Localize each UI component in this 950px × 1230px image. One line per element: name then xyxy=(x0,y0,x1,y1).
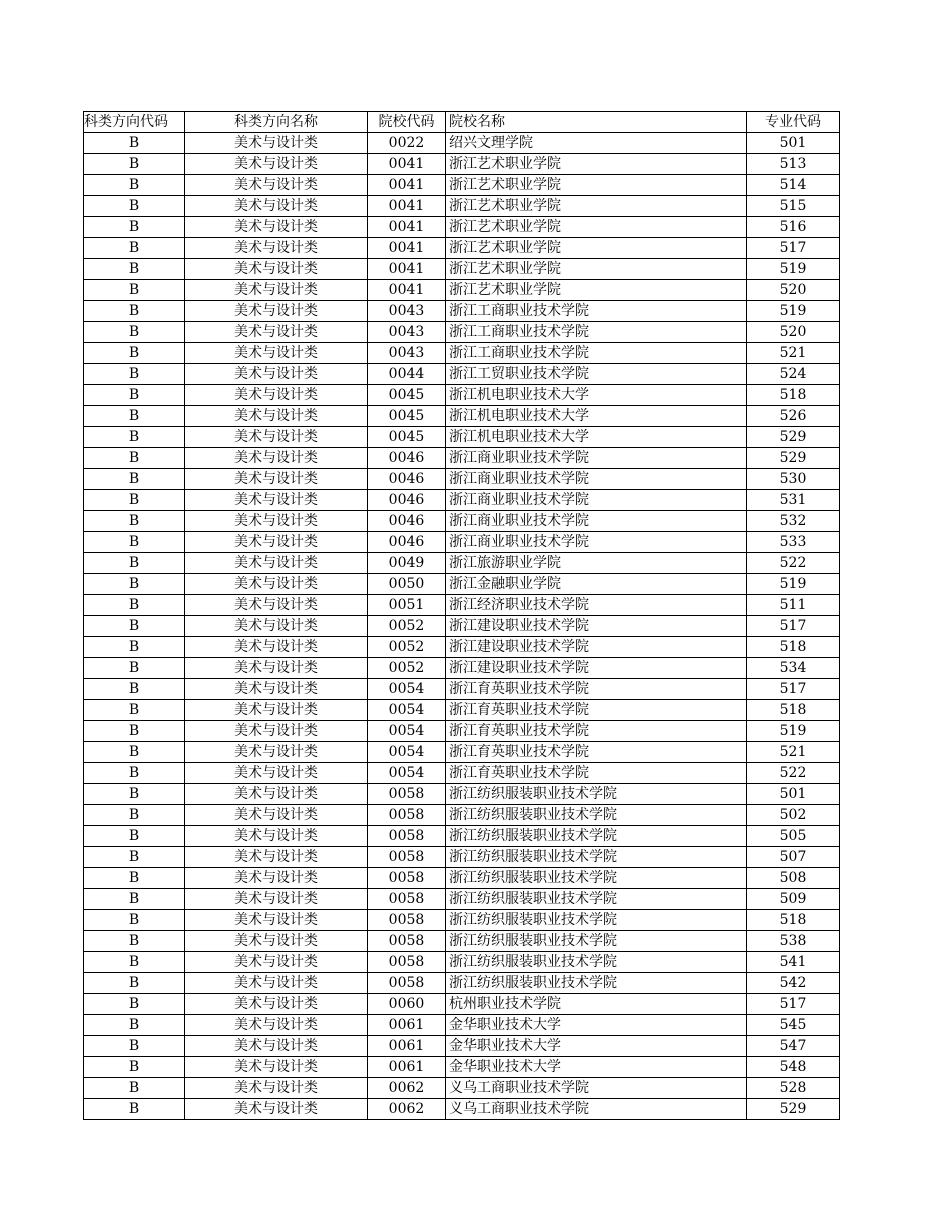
table-row xyxy=(84,721,840,742)
category-name-cell: 美术与设计类 xyxy=(185,868,368,889)
major-code-cell: 528 xyxy=(747,1078,840,1099)
category-name-cell: 美术与设计类 xyxy=(185,343,368,364)
category-name-cell: 美术与设计类 xyxy=(185,196,368,217)
table-row xyxy=(84,658,840,679)
school-name-cell: 浙江育英职业技术学院 xyxy=(446,742,747,763)
table-row xyxy=(84,574,840,595)
category-name-cell: 美术与设计类 xyxy=(185,1057,368,1078)
school-code-cell: 0061 xyxy=(368,1036,446,1057)
major-code-cell: 529 xyxy=(747,448,840,469)
school-code-cell: 0058 xyxy=(368,847,446,868)
school-name-cell: 浙江工商职业技术学院 xyxy=(446,343,747,364)
major-code-cell: 505 xyxy=(747,826,840,847)
category-name-cell: 美术与设计类 xyxy=(185,679,368,700)
school-name-cell: 浙江建设职业技术学院 xyxy=(446,658,747,679)
school-code-cell: 0060 xyxy=(368,994,446,1015)
category-name-cell: 美术与设计类 xyxy=(185,994,368,1015)
school-code-cell: 0051 xyxy=(368,595,446,616)
school-name-cell: 浙江商业职业技术学院 xyxy=(446,490,747,511)
category-name-cell: 美术与设计类 xyxy=(185,637,368,658)
school-code-cell: 0043 xyxy=(368,343,446,364)
category-code-cell: B xyxy=(84,574,185,595)
school-code-cell: 0041 xyxy=(368,196,446,217)
school-code-cell: 0046 xyxy=(368,532,446,553)
col-header-category-name: 科类方向名称 xyxy=(185,112,368,133)
category-name-cell: 美术与设计类 xyxy=(185,973,368,994)
major-code-cell: 521 xyxy=(747,742,840,763)
major-code-cell: 548 xyxy=(747,1057,840,1078)
table-row xyxy=(84,679,840,700)
school-code-cell: 0045 xyxy=(368,427,446,448)
school-name-cell: 浙江纺织服装职业技术学院 xyxy=(446,889,747,910)
table-row xyxy=(84,805,840,826)
major-code-cell: 518 xyxy=(747,910,840,931)
major-code-cell: 518 xyxy=(747,637,840,658)
category-code-cell: B xyxy=(84,259,185,280)
major-code-cell: 519 xyxy=(747,301,840,322)
table-row xyxy=(84,238,840,259)
major-code-cell: 538 xyxy=(747,931,840,952)
school-name-cell: 义乌工商职业技术学院 xyxy=(446,1099,747,1120)
school-name-cell: 浙江工商职业技术学院 xyxy=(446,322,747,343)
category-name-cell: 美术与设计类 xyxy=(185,784,368,805)
col-header-major-code: 专业代码 xyxy=(747,112,840,133)
table-row xyxy=(84,742,840,763)
table-row xyxy=(84,973,840,994)
school-name-cell: 浙江艺术职业学院 xyxy=(446,175,747,196)
major-code-cell: 533 xyxy=(747,532,840,553)
table-row xyxy=(84,196,840,217)
table-row xyxy=(84,448,840,469)
category-name-cell: 美术与设计类 xyxy=(185,364,368,385)
col-header-school-code: 院校代码 xyxy=(368,112,446,133)
category-name-cell: 美术与设计类 xyxy=(185,532,368,553)
table-row xyxy=(84,511,840,532)
category-name-cell: 美术与设计类 xyxy=(185,805,368,826)
school-name-cell: 金华职业技术大学 xyxy=(446,1015,747,1036)
table-row xyxy=(84,532,840,553)
school-name-cell: 浙江纺织服装职业技术学院 xyxy=(446,784,747,805)
major-code-cell: 545 xyxy=(747,1015,840,1036)
school-name-cell: 浙江艺术职业学院 xyxy=(446,217,747,238)
category-code-cell: B xyxy=(84,931,185,952)
category-name-cell: 美术与设计类 xyxy=(185,280,368,301)
major-code-cell: 507 xyxy=(747,847,840,868)
category-name-cell: 美术与设计类 xyxy=(185,658,368,679)
category-code-cell: B xyxy=(84,994,185,1015)
category-name-cell: 美术与设计类 xyxy=(185,616,368,637)
school-code-cell: 0054 xyxy=(368,763,446,784)
table-row xyxy=(84,175,840,196)
major-code-cell: 513 xyxy=(747,154,840,175)
table-row xyxy=(84,133,840,154)
table-row xyxy=(84,427,840,448)
major-code-cell: 501 xyxy=(747,133,840,154)
major-code-cell: 547 xyxy=(747,1036,840,1057)
school-name-cell: 金华职业技术大学 xyxy=(446,1057,747,1078)
school-name-cell: 浙江育英职业技术学院 xyxy=(446,763,747,784)
school-code-cell: 0022 xyxy=(368,133,446,154)
school-name-cell: 浙江金融职业学院 xyxy=(446,574,747,595)
school-name-cell: 浙江纺织服装职业技术学院 xyxy=(446,826,747,847)
table-row xyxy=(84,301,840,322)
school-name-cell: 浙江育英职业技术学院 xyxy=(446,679,747,700)
table-row xyxy=(84,1036,840,1057)
school-code-cell: 0058 xyxy=(368,973,446,994)
major-code-cell: 511 xyxy=(747,595,840,616)
header-row xyxy=(84,112,840,133)
category-code-cell: B xyxy=(84,553,185,574)
table-row xyxy=(84,616,840,637)
table-row xyxy=(84,994,840,1015)
major-code-cell: 526 xyxy=(747,406,840,427)
school-name-cell: 浙江艺术职业学院 xyxy=(446,259,747,280)
category-code-cell: B xyxy=(84,364,185,385)
major-code-cell: 516 xyxy=(747,217,840,238)
major-code-cell: 530 xyxy=(747,469,840,490)
category-name-cell: 美术与设计类 xyxy=(185,511,368,532)
table-row xyxy=(84,826,840,847)
category-code-cell: B xyxy=(84,973,185,994)
school-code-cell: 0054 xyxy=(368,742,446,763)
table-row xyxy=(84,847,840,868)
category-code-cell: B xyxy=(84,343,185,364)
school-name-cell: 浙江纺织服装职业技术学院 xyxy=(446,973,747,994)
school-name-cell: 浙江纺织服装职业技术学院 xyxy=(446,868,747,889)
table-row xyxy=(84,889,840,910)
school-name-cell: 绍兴文理学院 xyxy=(446,133,747,154)
major-code-cell: 521 xyxy=(747,343,840,364)
category-code-cell: B xyxy=(84,322,185,343)
major-code-cell: 502 xyxy=(747,805,840,826)
school-code-cell: 0052 xyxy=(368,616,446,637)
major-code-cell: 517 xyxy=(747,679,840,700)
table-row xyxy=(84,259,840,280)
school-code-cell: 0054 xyxy=(368,721,446,742)
category-name-cell: 美术与设计类 xyxy=(185,259,368,280)
school-code-cell: 0041 xyxy=(368,280,446,301)
category-name-cell: 美术与设计类 xyxy=(185,301,368,322)
category-name-cell: 美术与设计类 xyxy=(185,406,368,427)
category-code-cell: B xyxy=(84,868,185,889)
category-name-cell: 美术与设计类 xyxy=(185,1078,368,1099)
category-code-cell: B xyxy=(84,1078,185,1099)
category-code-cell: B xyxy=(84,679,185,700)
school-name-cell: 浙江艺术职业学院 xyxy=(446,196,747,217)
category-name-cell: 美术与设计类 xyxy=(185,469,368,490)
school-code-cell: 0044 xyxy=(368,364,446,385)
category-name-cell: 美术与设计类 xyxy=(185,238,368,259)
school-code-cell: 0041 xyxy=(368,238,446,259)
school-name-cell: 浙江机电职业技术大学 xyxy=(446,427,747,448)
admission-table xyxy=(83,111,840,1120)
category-code-cell: B xyxy=(84,427,185,448)
school-code-cell: 0058 xyxy=(368,952,446,973)
school-code-cell: 0041 xyxy=(368,154,446,175)
school-code-cell: 0052 xyxy=(368,637,446,658)
category-code-cell: B xyxy=(84,847,185,868)
table-row xyxy=(84,490,840,511)
school-name-cell: 杭州职业技术学院 xyxy=(446,994,747,1015)
school-code-cell: 0058 xyxy=(368,868,446,889)
table-row xyxy=(84,700,840,721)
category-code-cell: B xyxy=(84,763,185,784)
category-name-cell: 美术与设计类 xyxy=(185,700,368,721)
table-row xyxy=(84,910,840,931)
major-code-cell: 534 xyxy=(747,658,840,679)
table-row xyxy=(84,763,840,784)
major-code-cell: 501 xyxy=(747,784,840,805)
school-code-cell: 0058 xyxy=(368,931,446,952)
school-code-cell: 0058 xyxy=(368,910,446,931)
school-name-cell: 浙江商业职业技术学院 xyxy=(446,469,747,490)
category-name-cell: 美术与设计类 xyxy=(185,931,368,952)
school-code-cell: 0045 xyxy=(368,385,446,406)
category-code-cell: B xyxy=(84,889,185,910)
category-code-cell: B xyxy=(84,238,185,259)
category-name-cell: 美术与设计类 xyxy=(185,1099,368,1120)
school-name-cell: 浙江建设职业技术学院 xyxy=(446,637,747,658)
category-name-cell: 美术与设计类 xyxy=(185,385,368,406)
category-code-cell: B xyxy=(84,784,185,805)
school-name-cell: 浙江纺织服装职业技术学院 xyxy=(446,805,747,826)
category-code-cell: B xyxy=(84,805,185,826)
table-row xyxy=(84,1015,840,1036)
col-header-category-code: 科类方向代码 xyxy=(84,112,185,133)
col-header-school-name: 院校名称 xyxy=(446,112,747,133)
school-name-cell: 浙江经济职业技术学院 xyxy=(446,595,747,616)
school-name-cell: 浙江纺织服装职业技术学院 xyxy=(446,931,747,952)
school-code-cell: 0058 xyxy=(368,805,446,826)
category-code-cell: B xyxy=(84,1057,185,1078)
school-name-cell: 浙江育英职业技术学院 xyxy=(446,721,747,742)
school-name-cell: 浙江艺术职业学院 xyxy=(446,280,747,301)
category-name-cell: 美术与设计类 xyxy=(185,1015,368,1036)
school-name-cell: 浙江纺织服装职业技术学院 xyxy=(446,910,747,931)
school-code-cell: 0046 xyxy=(368,469,446,490)
category-code-cell: B xyxy=(84,175,185,196)
major-code-cell: 529 xyxy=(747,427,840,448)
school-name-cell: 浙江商业职业技术学院 xyxy=(446,511,747,532)
category-code-cell: B xyxy=(84,721,185,742)
major-code-cell: 519 xyxy=(747,721,840,742)
table-row xyxy=(84,406,840,427)
major-code-cell: 514 xyxy=(747,175,840,196)
school-code-cell: 0043 xyxy=(368,322,446,343)
category-code-cell: B xyxy=(84,154,185,175)
school-name-cell: 浙江纺织服装职业技术学院 xyxy=(446,952,747,973)
school-code-cell: 0049 xyxy=(368,553,446,574)
school-code-cell: 0058 xyxy=(368,889,446,910)
school-code-cell: 0041 xyxy=(368,175,446,196)
category-name-cell: 美术与设计类 xyxy=(185,910,368,931)
school-code-cell: 0043 xyxy=(368,301,446,322)
major-code-cell: 517 xyxy=(747,994,840,1015)
school-code-cell: 0062 xyxy=(368,1099,446,1120)
school-code-cell: 0046 xyxy=(368,511,446,532)
major-code-cell: 524 xyxy=(747,364,840,385)
major-code-cell: 541 xyxy=(747,952,840,973)
school-name-cell: 金华职业技术大学 xyxy=(446,1036,747,1057)
table-row xyxy=(84,553,840,574)
school-name-cell: 浙江纺织服装职业技术学院 xyxy=(446,847,747,868)
category-name-cell: 美术与设计类 xyxy=(185,553,368,574)
table-row xyxy=(84,469,840,490)
school-code-cell: 0058 xyxy=(368,826,446,847)
category-name-cell: 美术与设计类 xyxy=(185,889,368,910)
category-code-cell: B xyxy=(84,532,185,553)
category-name-cell: 美术与设计类 xyxy=(185,322,368,343)
school-code-cell: 0054 xyxy=(368,700,446,721)
category-code-cell: B xyxy=(84,742,185,763)
category-code-cell: B xyxy=(84,1036,185,1057)
category-name-cell: 美术与设计类 xyxy=(185,217,368,238)
table-row xyxy=(84,931,840,952)
major-code-cell: 509 xyxy=(747,889,840,910)
school-name-cell: 浙江工贸职业技术学院 xyxy=(446,364,747,385)
category-code-cell: B xyxy=(84,301,185,322)
school-code-cell: 0061 xyxy=(368,1057,446,1078)
school-code-cell: 0058 xyxy=(368,784,446,805)
major-code-cell: 520 xyxy=(747,322,840,343)
category-code-cell: B xyxy=(84,826,185,847)
category-name-cell: 美术与设计类 xyxy=(185,595,368,616)
school-code-cell: 0046 xyxy=(368,448,446,469)
major-code-cell: 515 xyxy=(747,196,840,217)
category-code-cell: B xyxy=(84,448,185,469)
category-code-cell: B xyxy=(84,910,185,931)
category-code-cell: B xyxy=(84,700,185,721)
major-code-cell: 517 xyxy=(747,616,840,637)
school-code-cell: 0062 xyxy=(368,1078,446,1099)
major-code-cell: 519 xyxy=(747,574,840,595)
major-code-cell: 542 xyxy=(747,973,840,994)
category-code-cell: B xyxy=(84,1015,185,1036)
school-code-cell: 0054 xyxy=(368,679,446,700)
category-name-cell: 美术与设计类 xyxy=(185,490,368,511)
category-name-cell: 美术与设计类 xyxy=(185,427,368,448)
table-row xyxy=(84,385,840,406)
school-name-cell: 浙江工商职业技术学院 xyxy=(446,301,747,322)
table-row xyxy=(84,784,840,805)
category-name-cell: 美术与设计类 xyxy=(185,721,368,742)
category-name-cell: 美术与设计类 xyxy=(185,154,368,175)
major-code-cell: 518 xyxy=(747,700,840,721)
table-row xyxy=(84,952,840,973)
major-code-cell: 522 xyxy=(747,553,840,574)
category-code-cell: B xyxy=(84,595,185,616)
table-row xyxy=(84,1057,840,1078)
major-code-cell: 531 xyxy=(747,490,840,511)
major-code-cell: 520 xyxy=(747,280,840,301)
school-code-cell: 0061 xyxy=(368,1015,446,1036)
category-code-cell: B xyxy=(84,637,185,658)
category-name-cell: 美术与设计类 xyxy=(185,1036,368,1057)
major-code-cell: 508 xyxy=(747,868,840,889)
table-row xyxy=(84,595,840,616)
school-name-cell: 浙江育英职业技术学院 xyxy=(446,700,747,721)
category-name-cell: 美术与设计类 xyxy=(185,826,368,847)
table-row xyxy=(84,637,840,658)
category-name-cell: 美术与设计类 xyxy=(185,847,368,868)
category-name-cell: 美术与设计类 xyxy=(185,763,368,784)
table-row xyxy=(84,1099,840,1120)
school-name-cell: 浙江艺术职业学院 xyxy=(446,154,747,175)
category-code-cell: B xyxy=(84,280,185,301)
category-name-cell: 美术与设计类 xyxy=(185,742,368,763)
table-row xyxy=(84,217,840,238)
table-row xyxy=(84,1078,840,1099)
table-row xyxy=(84,280,840,301)
school-name-cell: 浙江旅游职业学院 xyxy=(446,553,747,574)
school-code-cell: 0045 xyxy=(368,406,446,427)
major-code-cell: 522 xyxy=(747,763,840,784)
major-code-cell: 517 xyxy=(747,238,840,259)
category-code-cell: B xyxy=(84,952,185,973)
school-name-cell: 浙江建设职业技术学院 xyxy=(446,616,747,637)
school-code-cell: 0046 xyxy=(368,490,446,511)
table-row xyxy=(84,868,840,889)
category-code-cell: B xyxy=(84,133,185,154)
table-row xyxy=(84,343,840,364)
category-name-cell: 美术与设计类 xyxy=(185,133,368,154)
category-code-cell: B xyxy=(84,217,185,238)
major-code-cell: 532 xyxy=(747,511,840,532)
school-name-cell: 浙江机电职业技术大学 xyxy=(446,385,747,406)
category-code-cell: B xyxy=(84,469,185,490)
category-name-cell: 美术与设计类 xyxy=(185,448,368,469)
category-code-cell: B xyxy=(84,616,185,637)
category-code-cell: B xyxy=(84,406,185,427)
category-code-cell: B xyxy=(84,658,185,679)
category-name-cell: 美术与设计类 xyxy=(185,574,368,595)
major-code-cell: 518 xyxy=(747,385,840,406)
category-code-cell: B xyxy=(84,511,185,532)
school-name-cell: 浙江艺术职业学院 xyxy=(446,238,747,259)
school-code-cell: 0041 xyxy=(368,217,446,238)
category-name-cell: 美术与设计类 xyxy=(185,175,368,196)
school-code-cell: 0050 xyxy=(368,574,446,595)
school-code-cell: 0041 xyxy=(368,259,446,280)
school-name-cell: 义乌工商职业技术学院 xyxy=(446,1078,747,1099)
school-name-cell: 浙江商业职业技术学院 xyxy=(446,532,747,553)
school-code-cell: 0052 xyxy=(368,658,446,679)
category-code-cell: B xyxy=(84,196,185,217)
table-row xyxy=(84,364,840,385)
major-code-cell: 519 xyxy=(747,259,840,280)
school-name-cell: 浙江商业职业技术学院 xyxy=(446,448,747,469)
category-code-cell: B xyxy=(84,385,185,406)
category-code-cell: B xyxy=(84,1099,185,1120)
school-name-cell: 浙江机电职业技术大学 xyxy=(446,406,747,427)
category-code-cell: B xyxy=(84,490,185,511)
table-row xyxy=(84,322,840,343)
table-row xyxy=(84,154,840,175)
major-code-cell: 529 xyxy=(747,1099,840,1120)
category-name-cell: 美术与设计类 xyxy=(185,952,368,973)
